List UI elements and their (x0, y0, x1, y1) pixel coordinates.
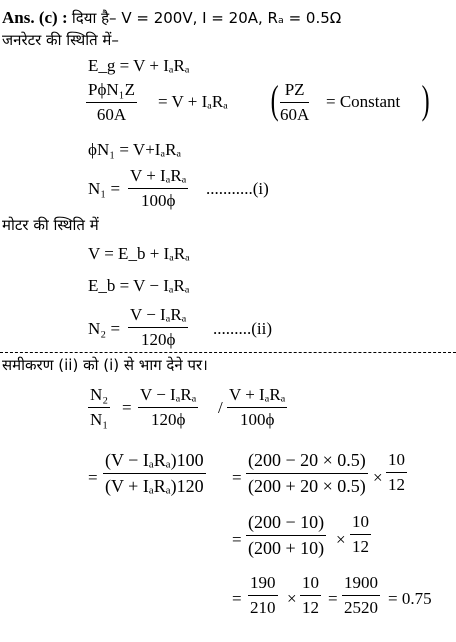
fraction-denominator: N₁ (90, 410, 109, 429)
fraction-denominator: 120ϕ (140, 330, 176, 349)
fraction-denominator: (200 + 10) (248, 538, 325, 558)
section-divider (0, 352, 456, 353)
fraction-numerator: (V − IₐRₐ)100 (103, 450, 206, 474)
fraction-denominator: 60A (96, 105, 127, 124)
fraction-numerator: V − IₐRₐ (138, 385, 198, 408)
motor-eq-n2-fraction (128, 305, 188, 350)
speed-ratio-fraction (386, 450, 407, 495)
equals-sign: = (232, 589, 242, 608)
fraction-denominator: 100ϕ (140, 191, 176, 210)
fraction-denominator: 2520 (344, 598, 378, 617)
motor-eq-back-emf: E_b = V − IₐRₐ (88, 276, 190, 295)
constant-note-rhs: = Constant (326, 92, 401, 111)
equals-sign: = (88, 468, 98, 487)
right-paren: ) (421, 77, 430, 122)
times-sign: × (287, 589, 297, 608)
fraction-denominator: 12 (352, 537, 369, 556)
numeric-ratio-fraction (246, 450, 368, 497)
times-sign: × (373, 468, 383, 487)
equation-tag-i: ...........(i) (206, 179, 269, 198)
ratio-n2-n1-fraction (88, 385, 110, 430)
fraction-denominator: 210 (250, 598, 276, 617)
fraction-numerator: (200 − 20 × 0.5) (246, 450, 368, 474)
generator-heading: जनरेटर की स्थिति में– (2, 31, 119, 49)
fraction-denominator: 12 (302, 598, 319, 617)
fraction-numerator: V + IₐRₐ (227, 385, 287, 408)
final-result: = 0.75 (388, 589, 432, 608)
fraction-numerator: N₂ (88, 385, 110, 408)
fraction-numerator: 10 (300, 573, 321, 596)
equals-sign: = (232, 468, 242, 487)
fraction-numerator: 190 (248, 573, 278, 596)
fraction-numerator: 10 (350, 512, 371, 535)
product-fraction (342, 573, 380, 618)
equals-sign: = (232, 530, 242, 549)
fraction-numerator: PϕN₁Z (86, 80, 137, 103)
fraction-numerator: 1900 (342, 573, 380, 596)
speed-ratio-fraction (350, 512, 371, 557)
left-paren: ( (270, 77, 279, 122)
division-heading: समीकरण (ii) को (i) से भाग देने पर। (2, 356, 208, 374)
times-sign: × (336, 530, 346, 549)
generator-eq-flux: ϕN₁ = V+IₐRₐ (88, 140, 182, 159)
fraction-denominator: 100ϕ (239, 410, 275, 429)
fraction-numerator: V − IₐRₐ (128, 305, 188, 328)
simplified-ratio-fraction (246, 512, 326, 559)
generator-eq-emf-rhs: = V + IₐRₐ (158, 92, 228, 111)
motor-heading: मोटर की स्थिति में (2, 216, 99, 234)
generator-eq-n1-lhs: N₁ = (88, 179, 121, 198)
value-ratio-fraction (248, 573, 278, 618)
fraction-numerator: (200 − 10) (246, 512, 326, 536)
given-values: दिया है– V = 200V, I = 20A, Rₐ = 0.5Ω (71, 9, 342, 27)
fraction-numerator: V + IₐRₐ (128, 166, 188, 189)
motor-eq-n2-lhs: N₂ = (88, 319, 121, 338)
division-slash: / (218, 398, 223, 417)
motor-eq-voltage: V = E_b + IₐRₐ (88, 244, 190, 263)
fraction-numerator: 10 (386, 450, 407, 473)
fraction-denominator: 12 (388, 475, 405, 494)
fraction-denominator: 120ϕ (150, 410, 186, 429)
constant-note-fraction (280, 80, 309, 125)
generator-eq-emf: E_g = V + IₐRₐ (88, 56, 190, 75)
equation-tag-ii: .........(ii) (213, 319, 273, 338)
generator-speed-fraction (227, 385, 287, 430)
answer-label: Ans. (c) : (2, 8, 68, 27)
generator-eq-emf-fraction (86, 80, 137, 125)
symbolic-ratio-fraction (103, 450, 206, 497)
fraction-denominator: 60A (280, 105, 310, 124)
fraction-denominator: (200 + 20 × 0.5) (248, 476, 366, 496)
generator-eq-n1-fraction (128, 166, 188, 211)
answer-header (2, 9, 341, 26)
speed-ratio-fraction (300, 573, 321, 618)
equals-sign: = (122, 398, 132, 417)
equals-sign: = (328, 589, 338, 608)
fraction-denominator: (V + IₐRₐ)120 (105, 476, 204, 496)
motor-speed-fraction (138, 385, 198, 430)
fraction-numerator: PZ (280, 80, 309, 103)
